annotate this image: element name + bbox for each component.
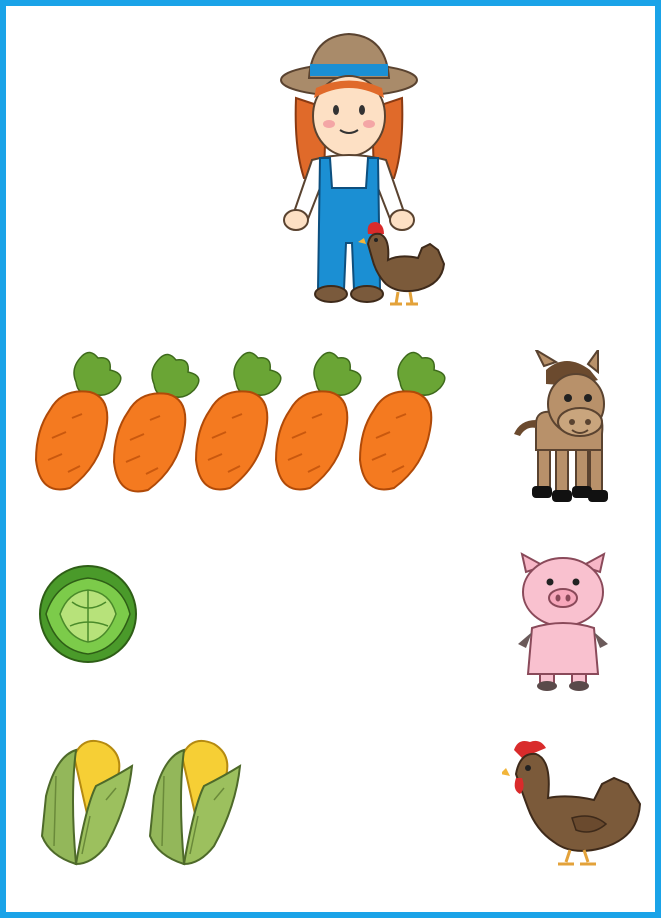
pig-icon [514, 552, 612, 694]
horse-icon [506, 350, 614, 508]
carrot-icon [356, 348, 456, 493]
corn-icon [144, 736, 246, 868]
hen-icon [358, 214, 452, 308]
corn-icon [36, 736, 138, 868]
cabbage-icon [36, 562, 140, 666]
hen-icon [502, 738, 644, 870]
